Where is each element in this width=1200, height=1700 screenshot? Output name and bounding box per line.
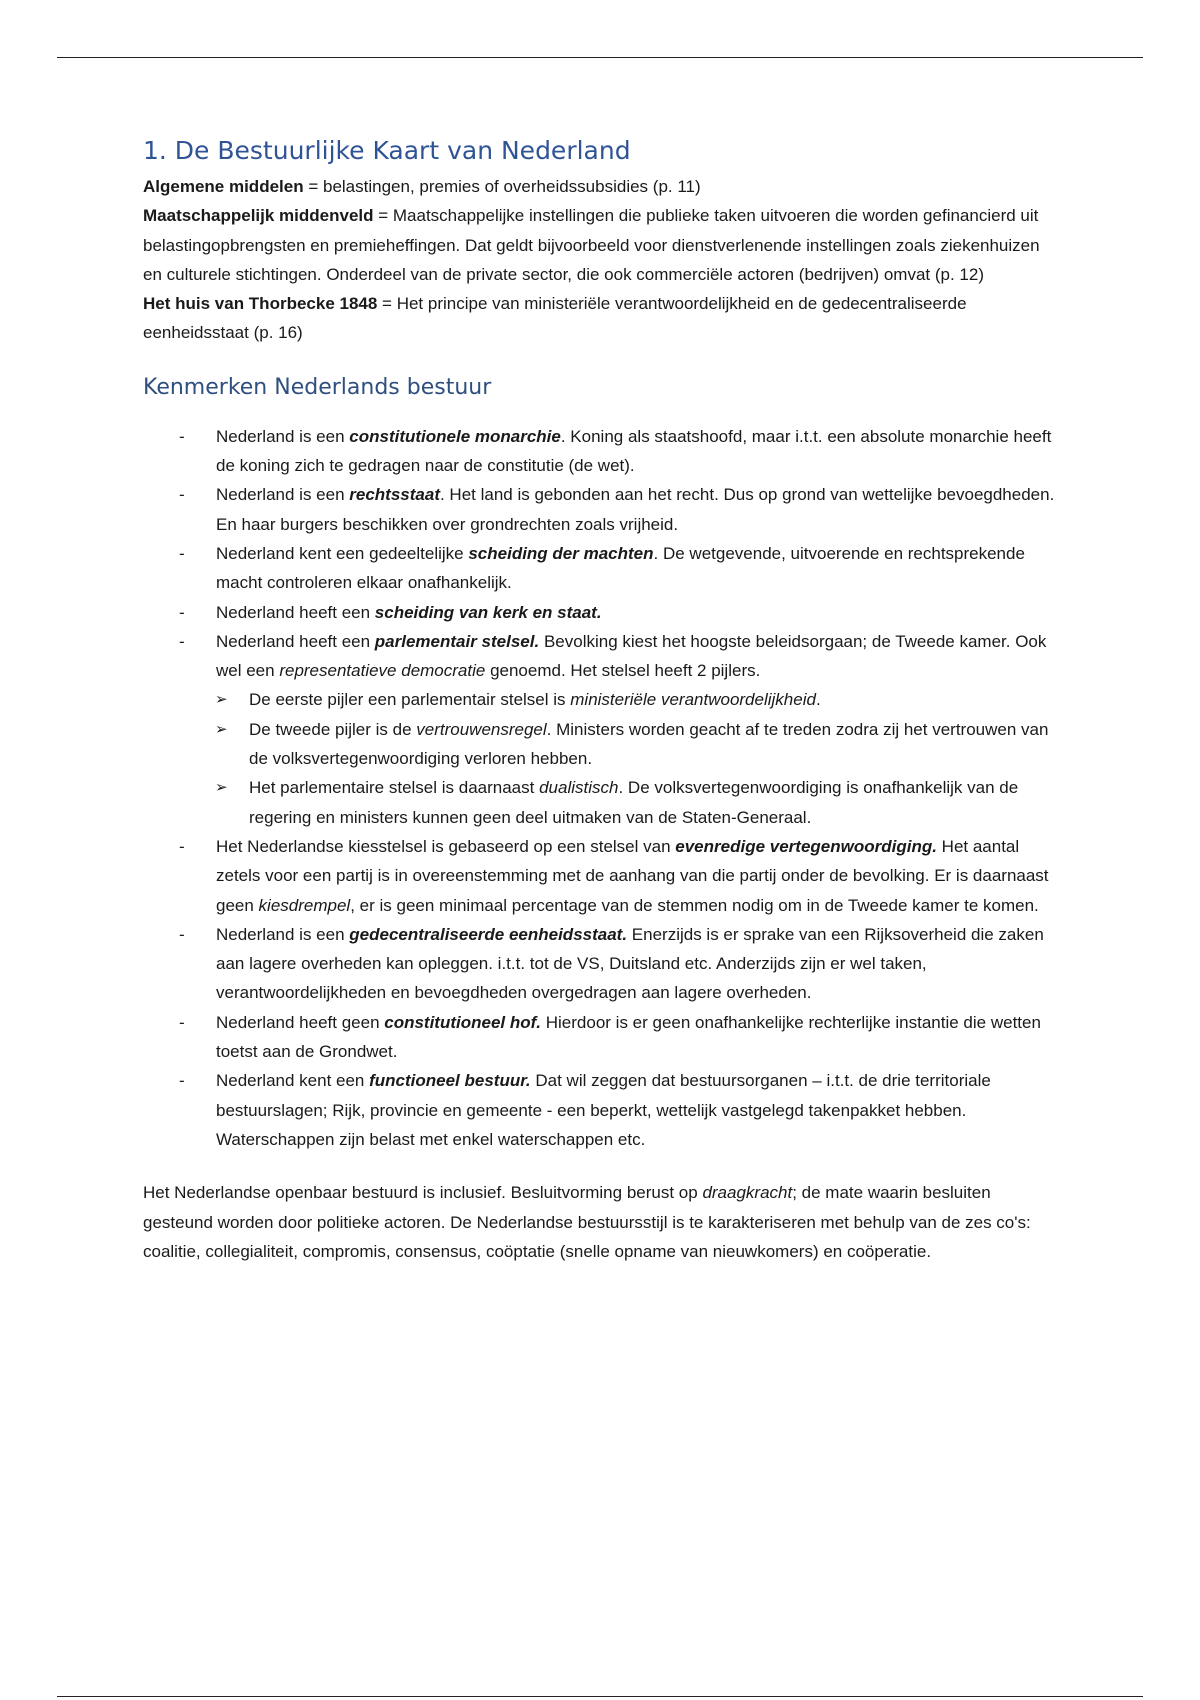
list-item: - Nederland is een rechtsstaat. Het land is gebonden aan het recht. Dus op grond van wettelijke bevoegdheden. En haar burgers beschikken over grondrechten zoals vrijheid. [216,480,1063,539]
definition-text: = Het principe van ministeriële verantwoordelijkheid en de gedecentraliseerde eenheidsstaat (p. 16) [143,294,967,343]
list-item: ➢ De eerste pijler een parlementair stelsel is ministeriële verantwoordelijkheid. [249,685,1063,714]
definition-term: Algemene middelen [143,177,304,196]
definition-text: = belastingen, premies of overheidssubsidies (p. 11) [303,177,701,196]
list-item: - Nederland is een gedecentraliseerde eenheidsstaat. Enerzijds is er sprake van een Rijksoverheid die zaken aan lagere overheden kan opleggen. i.t.t. tot de VS, Duitsland etc. Anderzijds zijn er wel taken, verantwoordelijkheden en bevoegdheden overgedragen aan lagere overheden. [216,920,1063,1008]
list-item: - Nederland heeft een parlementair stelsel. Bevolking kiest het hoogste beleidsorgaan; de Tweede kamer. Ook wel een representatieve democratie genoemd. Het stelsel heeft 2 pijlers. ➢ De eerste pijler een parlementair stelsel is ministeriële verantwoordelijkheid. ➢ De tweede pijler is de vertrouwensregel. Ministers worden geacht af te treden zodra zij het vertrouwen van de volksvertegenwoordiging verloren hebben. ➢ Het parlementaire stelsel is daarnaast dualistisch. De volksvertegenwoordiging is onafhankelijk van de regering en ministers kunnen geen deel uitmaken van de Staten-Generaal. [216,627,1063,832]
list-item: - Nederland heeft geen constitutioneel hof. Hierdoor is er geen onafhankelijke rechterlijke instantie die wetten toetst aan de Grondwet. [216,1008,1063,1067]
page-top-rule [57,57,1143,58]
list-item: - Nederland heeft een scheiding van kerk en staat. [216,598,1063,627]
list-item: - Nederland is een constitutionele monarchie. Koning als staatshoofd, maar i.t.t. een absolute monarchie heeft de koning zich te gedragen naar de constitutie (de wet). [216,422,1063,481]
list-item: ➢ Het parlementaire stelsel is daarnaast dualistisch. De volksvertegenwoordiging is onafhankelijk van de regering en ministers kunnen geen deel uitmaken van de Staten-Generaal. [249,773,1063,832]
definition-huis-van-thorbecke [143,289,1063,348]
kenmerken-list [143,422,1063,1154]
document-page [143,136,1063,1266]
list-item: - Nederland kent een functioneel bestuur. Dat wil zeggen dat bestuursorganen – i.t.t. de drie territoriale bestuurslagen; Rijk, provincie en gemeente - een beperkt, wettelijk vastgelegd takenpakket hebben. Waterschappen zijn belast met enkel waterschappen etc. [216,1066,1063,1154]
pillars-list [143,685,1063,831]
definition-term: Het huis van Thorbecke 1848 [143,294,378,314]
list-item: - Het Nederlandse kiesstelsel is gebaseerd op een stelsel van evenredige vertegenwoordiging. Het aantal zetels voor een partij is in overeenstemming met de aanhang van die partij onder de bevolking. Er is daarnaast geen kiesdrempel, er is geen minimaal percentage van de stemmen nodig om in de Tweede kamer te komen. [216,832,1063,920]
page-title: 1. De Bestuurlijke Kaart van Nederland [143,136,631,165]
list-item: ➢ De tweede pijler is de vertrouwensregel. Ministers worden geacht af te treden zodra zij het vertrouwen van de volksvertegenwoordiging verloren hebben. [249,715,1063,774]
definition-text: = Maatschappelijke instellingen die publieke taken uitvoeren die worden gefinancierd uit belastingopbrengsten en premieheffingen. Dat geldt bijvoorbeeld voor dienstverlenende instellingen zoals ziekenhuizen en culturele stichtingen. Onderdeel van de private sector, die ook commerciële actoren (bedrijven) omvat (p. 12) [143,206,1040,284]
list-item: - Nederland kent een gedeeltelijke scheiding der machten. De wetgevende, uitvoerende en rechtsprekende macht controleren elkaar onafhankelijk. [216,539,1063,598]
definition-algemene-middelen [143,172,1063,201]
definition-maatschappelijk-middenveld [143,201,1063,289]
section-heading: Kenmerken Nederlands bestuur [143,374,492,400]
page-bottom-rule [57,1696,1143,1697]
definition-term: Maatschappelijk middenveld [143,206,374,226]
closing-paragraph: Het Nederlandse openbaar bestuurd is inclusief. Besluitvorming berust op draagkracht; de mate waarin besluiten gesteund worden door politieke actoren. De Nederlandse bestuursstijl is te karakteriseren met behulp van de zes co's: coalitie, collegialiteit, compromis, consensus, coöptatie (snelle opname van nieuwkomers) en coöperatie. [143,1183,1031,1261]
